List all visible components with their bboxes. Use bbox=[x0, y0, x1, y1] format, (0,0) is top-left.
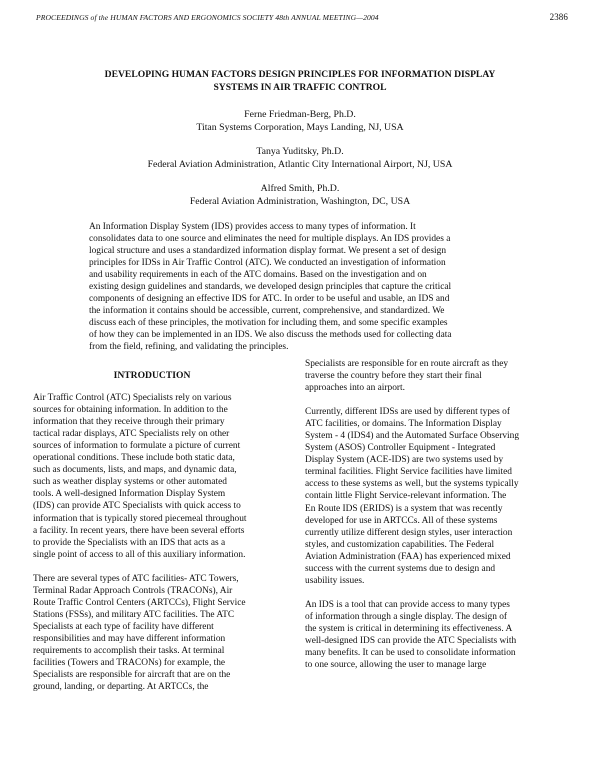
author-block bbox=[40, 182, 560, 208]
author-block bbox=[40, 145, 560, 171]
title-line-1: DEVELOPING HUMAN FACTORS DESIGN PRINCIPLES FOR INFORMATION DISPLAY bbox=[104, 69, 496, 80]
author-block bbox=[40, 108, 560, 134]
author-name: Alfred Smith, Ph.D. bbox=[260, 183, 340, 194]
author-affiliation: Federal Aviation Administration, Atlantic City International Airport, NJ, USA bbox=[147, 159, 453, 170]
paragraph: Air Traffic Control (ATC) Specialists rely on various sources for obtaining information. In addition to the information that they receive through their primary tactical radar displays, ATC Specialists rely on other sources of information to formulate a picture of current operational conditions. These include both static data, such as documents, lists, and maps, and dynamic data, such as weather display systems or other automated tools. A well-designed Information Display System (IDS) can provide ATC Specialists with quick access to information that is typically stored piecemeal throughout a facility. In recent years, there have been several efforts to provide the Specialists with an IDS that acts as a single point of access to all of this auxiliary information. bbox=[33, 393, 247, 560]
section-heading-introduction: INTRODUCTION bbox=[113, 370, 191, 381]
title-line-2: SYSTEMS IN AIR TRAFFIC CONTROL bbox=[213, 81, 387, 93]
running-header bbox=[36, 13, 568, 22]
paragraph: Currently, different IDSs are used by different types of ATC facilities, or domains. The Information Display System - 4 (IDS4) and the Automated Surface Observing System (ASOS) Controller Equipment - Integrated Display System (ACE-IDS) are two systems used by terminal facilities. Flight Service facilities have limited access to these systems as well, but the systems typically contain little Flight Service-relevant information. The En Route IDS (ERIDS) is a system that was recently developed for use in ARTCCs. All of these systems currently utilize different design styles, user interaction styles, and customization capabilities. The Federal Aviation Administration (FAA) has experienced mixed success with the current systems due to design and usability issues. bbox=[305, 407, 520, 586]
paragraph: An IDS is a tool that can provide access to many types of information through a single display. The design of the system is critical in determining its effectiveness. A well-designed IDS can provide the ATC Specialists with many benefits. It can be used to consolidate information to one source, allowing the user to manage large bbox=[305, 599, 517, 671]
author-list bbox=[40, 108, 560, 219]
author-name: Ferne Friedman-Berg, Ph.D. bbox=[244, 109, 356, 120]
paper-title bbox=[60, 69, 540, 94]
left-column bbox=[33, 370, 291, 705]
abstract: An Information Display System (IDS) provides access to many types of information. It consolidates data to one source and eliminates the need for multiple displays. An IDS provides a logical structure and uses a standardized information display format. We present a set of design principles for IDSs in Air Traffic Control (ATC). We conducted an investigation of information and usability requirements in each of the ATC domains. Based on the investigation and on existing design guidelines and standards, we developed design principles that capture the critical components of designing an effective IDS for ATC. In order to be useful and usable, an IDS and the information it contains should be accessible, current, comprehensive, and standardized. We discuss each of these principles, the motivation for including them, and some specific examples of how they can be implemented in an IDS. We also discuss the methods used for collecting data from the field, refining, and validating the principles. bbox=[89, 222, 452, 352]
paragraph: Specialists are responsible for en route aircraft as they traverse the country before they start their final approaches into an airport. bbox=[305, 359, 509, 394]
author-name: Tanya Yuditsky, Ph.D. bbox=[256, 146, 344, 157]
paragraph: There are several types of ATC facilities- ATC Towers, Terminal Radar Approach Controls (TRACONs), Air Route Traffic Control Centers (ARTCCs), Flight Service Stations (FSSs), and military ATC facilities. The ATC Specialists at each type of facility have different responsibilities and may have different information requirements to accomplish their tasks. At terminal facilities (Towers and TRACONs) for example, the Specialists are responsible for aircraft that are on the ground, landing, or departing. At ARTCCs, the bbox=[33, 573, 246, 693]
author-affiliation: Titan Systems Corporation, Mays Landing, NJ, USA bbox=[196, 122, 404, 133]
right-column bbox=[305, 358, 570, 683]
page-number: 2386 bbox=[549, 12, 568, 22]
author-affiliation: Federal Aviation Administration, Washington, DC, USA bbox=[189, 196, 411, 207]
running-title: PROCEEDINGS of the HUMAN FACTORS AND ERGONOMICS SOCIETY 48th ANNUAL MEETING—2004 bbox=[36, 13, 379, 22]
